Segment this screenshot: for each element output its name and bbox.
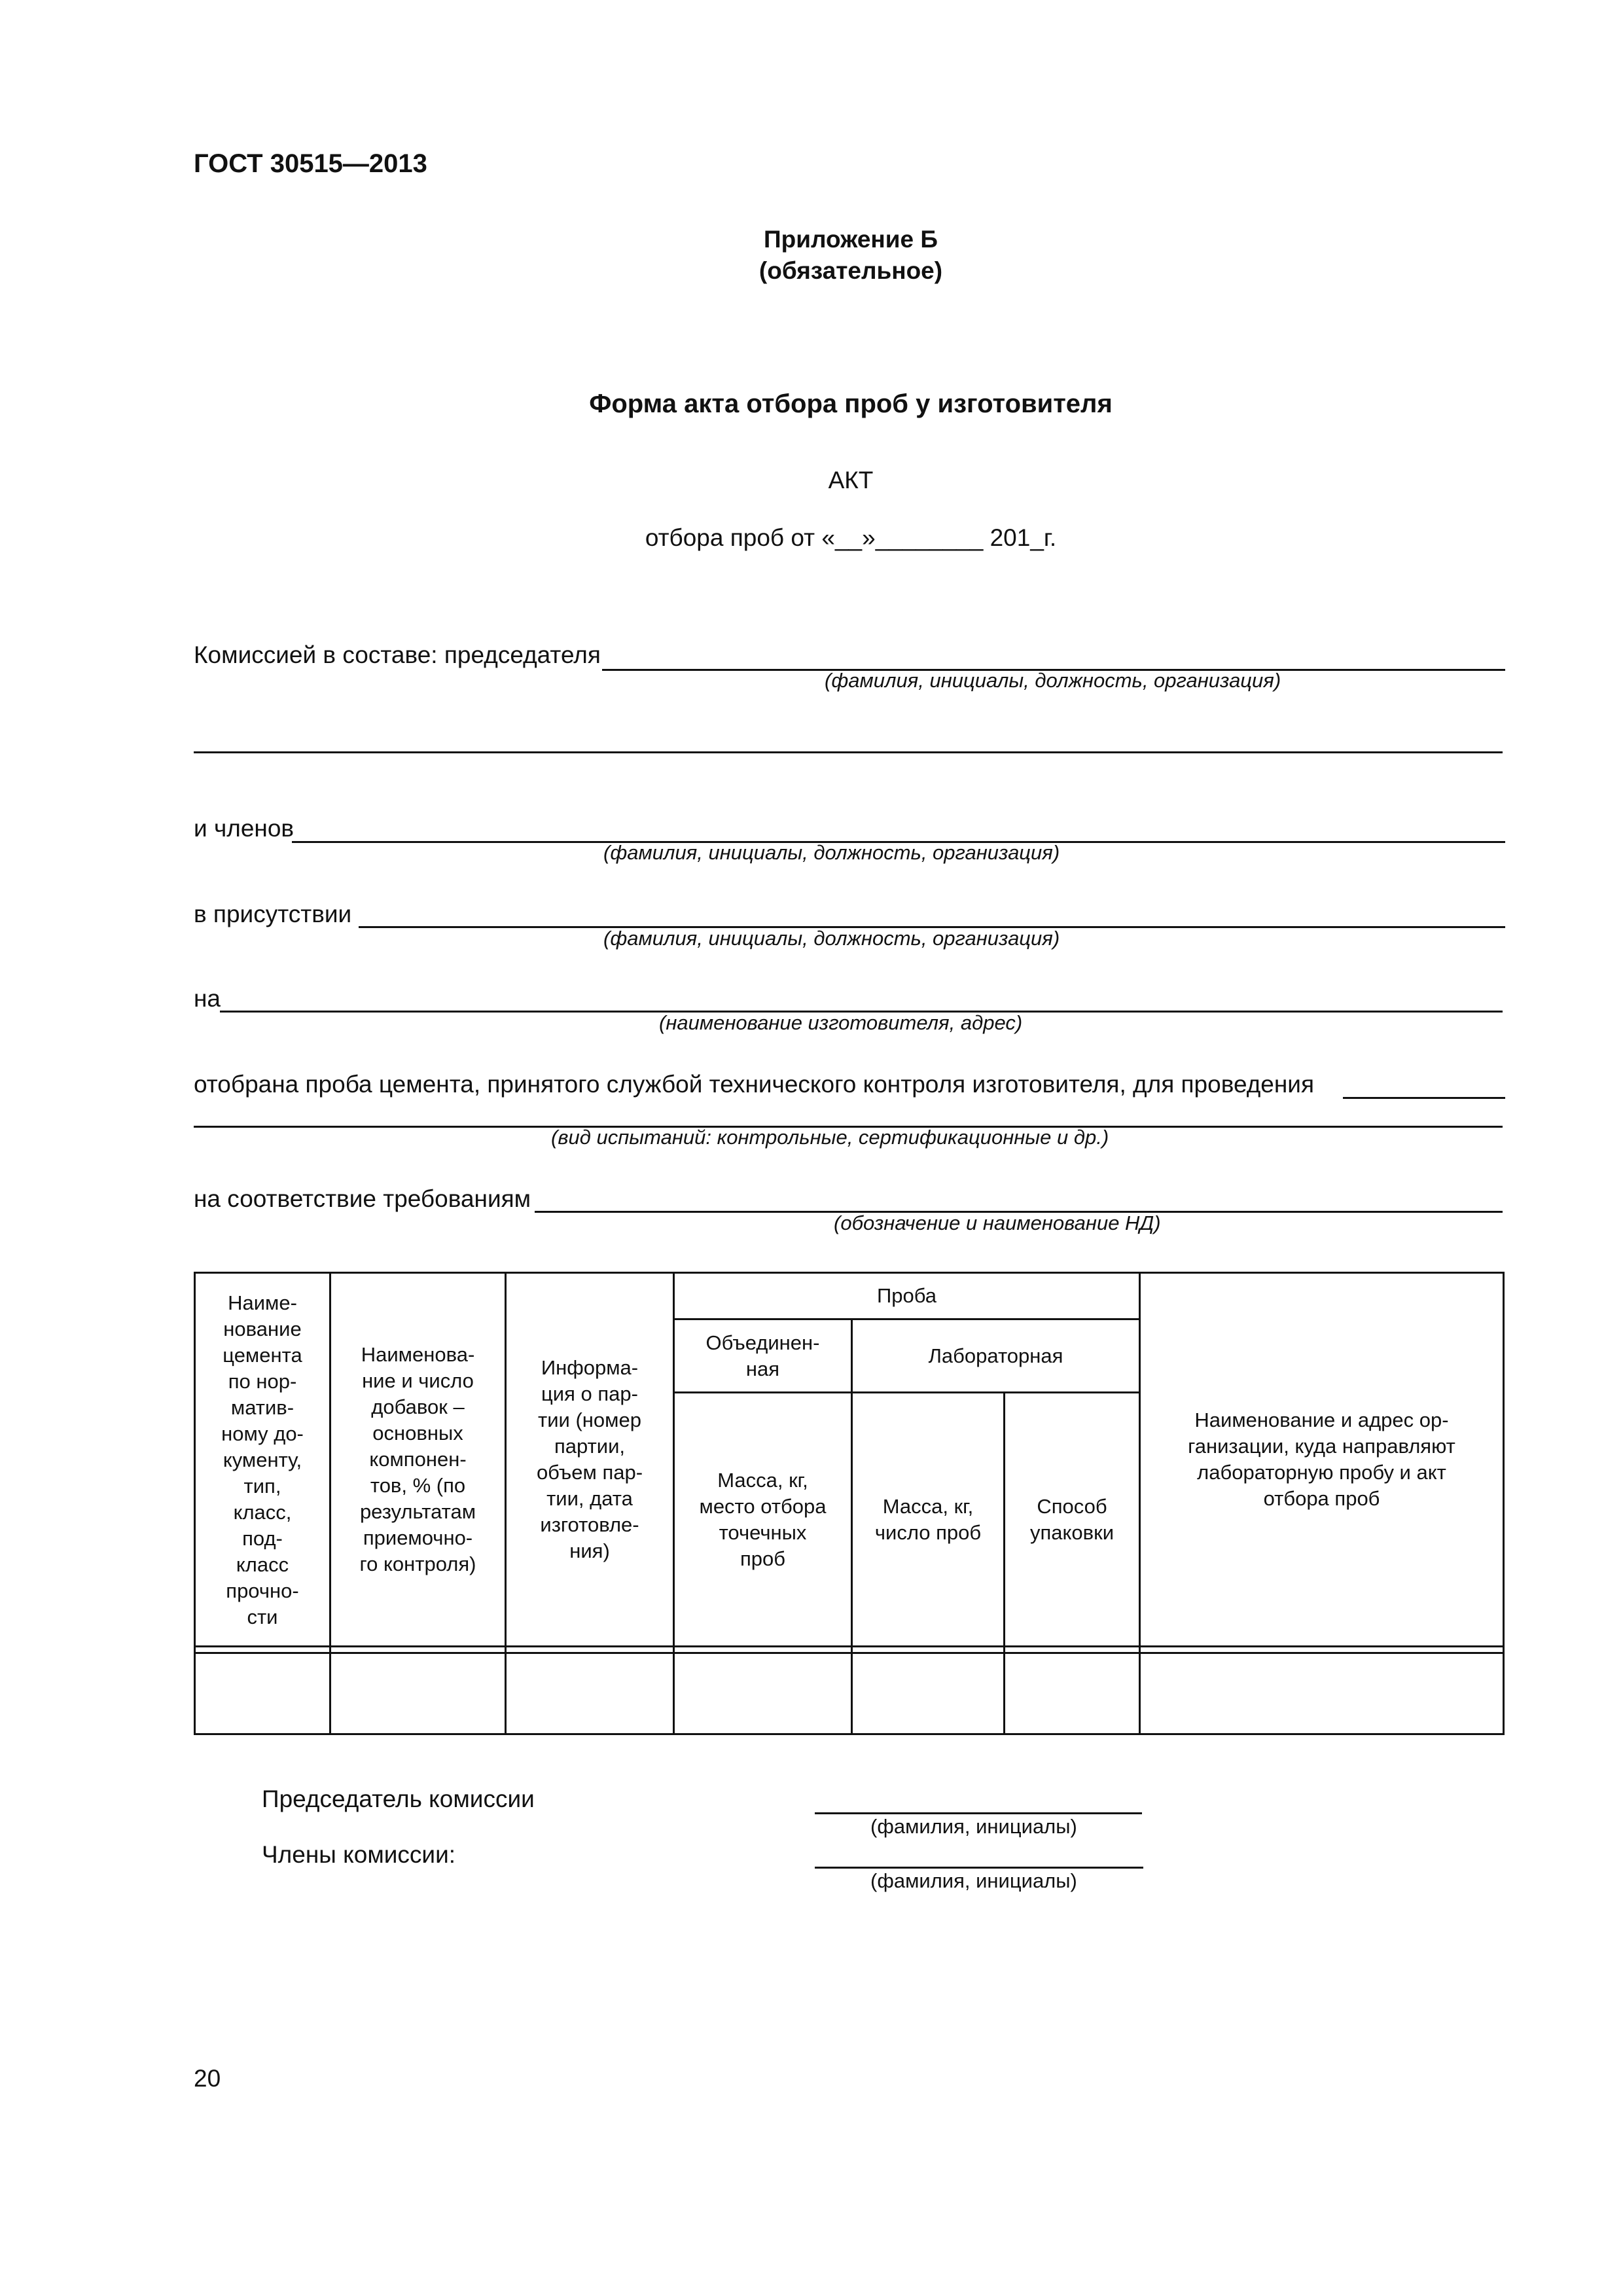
presence-label: в присутствии <box>194 901 352 927</box>
header-combined-sample: Объединен- ная <box>674 1319 852 1393</box>
header-packing: Способ упаковки <box>1005 1393 1140 1647</box>
appendix-title: Приложение Б <box>764 226 938 253</box>
sample-label: отобрана проба цемента, принятого службой технического контроля изготовителя, для проведения <box>194 1071 1315 1098</box>
act-date-line: отбора проб от «__»________ 201_г. <box>645 524 1057 551</box>
commission-label: Комиссией в составе: председателя <box>194 641 601 668</box>
members-label: и членов <box>194 815 294 842</box>
header-additives: Наименова- ние и число добавок – основных компонен- тов, % (по результатам приемочно- го контроля) <box>330 1273 506 1647</box>
chairman-label: Председатель комиссии <box>262 1785 535 1812</box>
commission-hint: (фамилия, инициалы, должность, организация) <box>825 669 1281 692</box>
cell-mass-count[interactable] <box>852 1653 1005 1734</box>
members-signature-label: Члены комиссии: <box>262 1841 456 1868</box>
header-batch-info: Информа- ция о пар- тии (номер партии, объем пар- тии, дата изготовле- ния) <box>506 1273 674 1647</box>
cell-additives[interactable] <box>330 1653 506 1734</box>
presence-hint: (фамилия, инициалы, должность, организация) <box>603 927 1060 950</box>
compliance-hint: (обозначение и наименование НД) <box>834 1211 1161 1234</box>
cell-cement-name[interactable] <box>195 1653 330 1734</box>
header-laboratory-sample: Лабораторная <box>852 1319 1140 1393</box>
on-hint: (наименование изготовителя, адрес) <box>659 1011 1023 1034</box>
header-sample: Проба <box>674 1273 1140 1319</box>
chairman-hint: (фамилия, инициалы) <box>870 1815 1077 1838</box>
commission-extra-line[interactable] <box>194 751 1503 753</box>
on-label: на <box>194 985 221 1012</box>
compliance-label: на соответствие требованиям <box>194 1185 531 1212</box>
header-organization-address: Наименование и адрес ор- ганизации, куда направляют лабораторную пробу и акт отбора проб <box>1140 1273 1504 1647</box>
sample-hint: (вид испытаний: контрольные, сертификационные и др.) <box>551 1126 1109 1149</box>
form-title: Форма акта отбора проб у изготовителя <box>589 389 1113 418</box>
cell-batch-info[interactable] <box>506 1653 674 1734</box>
members-hint: (фамилия, инициалы, должность, организация) <box>603 841 1060 864</box>
table-row <box>195 1653 1504 1734</box>
cell-mass-place[interactable] <box>674 1653 852 1734</box>
appendix-type: (обязательное) <box>758 257 943 284</box>
standard-designation: ГОСТ 30515—2013 <box>194 149 427 178</box>
test-type-line-1[interactable] <box>1343 1097 1505 1099</box>
cell-packing[interactable] <box>1005 1653 1140 1734</box>
header-cement-name: Наиме- нование цемента по нор- матив- ному до- кументу, тип, класс, под- класс прочно- сти <box>195 1273 330 1647</box>
members-signature-hint: (фамилия, инициалы) <box>870 1869 1077 1892</box>
header-mass-count: Масса, кг, число проб <box>852 1393 1005 1647</box>
chairman-signature-line[interactable] <box>815 1812 1142 1814</box>
page-number: 20 <box>194 2065 221 2092</box>
act-title: АКТ <box>828 467 874 493</box>
members-signature-line[interactable] <box>815 1867 1143 1869</box>
sampling-table <box>194 1272 1505 1735</box>
header-mass-place: Масса, кг, место отбора точечных проб <box>674 1393 852 1647</box>
cell-organization-address[interactable] <box>1140 1653 1504 1734</box>
